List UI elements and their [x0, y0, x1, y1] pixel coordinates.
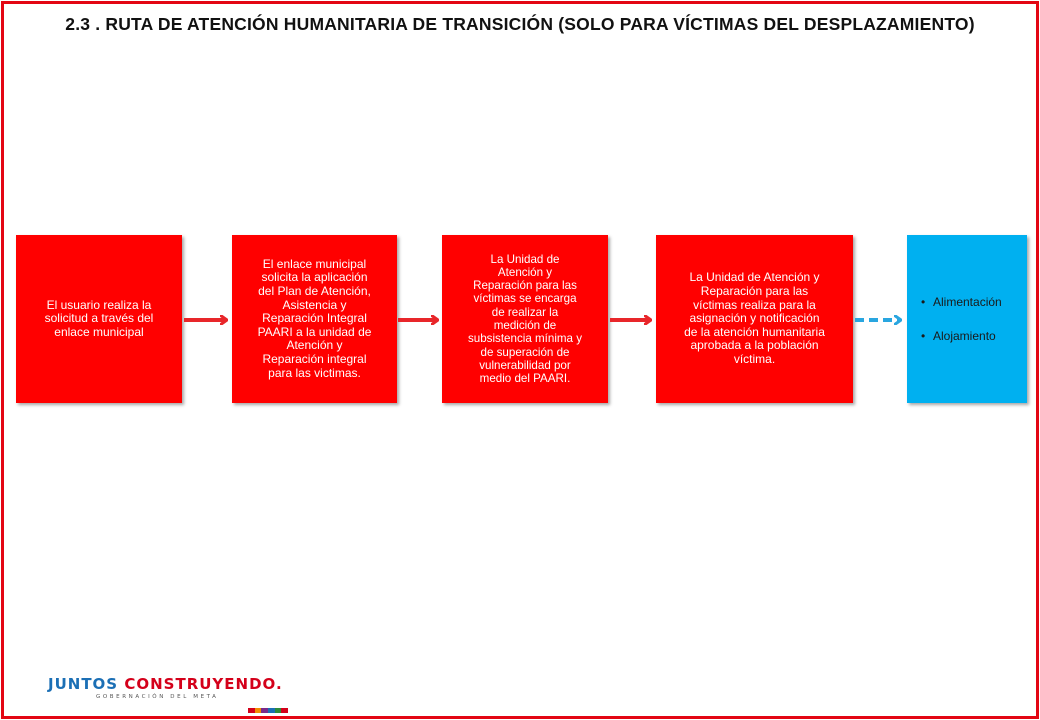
step-1-line: enlace municipal — [54, 324, 144, 339]
step-4-line: aprobada a la población — [690, 338, 819, 353]
step-4-line: Reparación para las — [700, 284, 809, 299]
logo-color-bar — [248, 708, 288, 713]
step-4-line: La Unidad de Atención y — [689, 270, 820, 285]
step-3-line: Atención y — [497, 265, 553, 279]
result-item — [921, 295, 1027, 309]
logo — [48, 675, 283, 706]
result-box — [907, 235, 1027, 403]
result-item — [921, 329, 1027, 343]
bullet-icon: • — [921, 295, 926, 309]
step-3-line: de superación de — [480, 345, 570, 359]
step-1-line: solicitud a través del — [44, 311, 154, 326]
step-2-line: Reparación integral — [262, 351, 367, 366]
step-2-line: PAARI a la unidad de — [257, 324, 372, 339]
step-1-line: El usuario realiza la — [46, 297, 152, 312]
step-2-line: solicita la aplicación — [261, 270, 368, 285]
logo-word-1: JUNTOS — [48, 675, 119, 693]
step-2-line: Atención y — [286, 338, 343, 353]
logo-word-2: CONSTRUYENDO. — [124, 675, 283, 693]
step-3-line: medio del PAARI. — [479, 372, 571, 386]
step-3-line: medición de — [493, 319, 557, 332]
step-1-box — [16, 235, 182, 403]
step-3-line: Reparación para las — [473, 279, 577, 293]
step-2-line: Asistencia y — [282, 297, 347, 312]
logo-wordmark — [48, 675, 283, 693]
result-item-label: Alimentación — [933, 295, 1002, 309]
step-2-line: del Plan de Atención, — [258, 284, 371, 299]
step-4-box — [656, 235, 853, 403]
step-3-box — [442, 235, 608, 403]
page-title: 2.3 . RUTA DE ATENCIÓN HUMANITARIA DE TRANSICIÓN (SOLO PARA VÍCTIMAS DEL DESPLAZAMIENTO) — [65, 14, 975, 34]
step-4-line: víctimas realiza para la — [693, 297, 816, 312]
step-3-line: víctimas se encarga — [473, 292, 577, 306]
step-3-line: vulnerabilidad por — [479, 358, 571, 372]
step-2-box — [232, 235, 397, 403]
step-2-line: para las victimas. — [268, 365, 361, 380]
step-3-line: La Unidad de — [490, 252, 560, 266]
step-3-line: de realizar la — [491, 305, 559, 319]
result-item-label: Alojamiento — [933, 329, 996, 343]
step-2-line: Reparación Integral — [262, 311, 367, 326]
logo-subtitle: GOBERNACIÓN DEL META — [96, 694, 219, 700]
step-4-line: asignación y notificación — [689, 311, 820, 326]
bullet-icon: • — [921, 329, 926, 343]
step-3-line: subsistencia mínima y — [467, 332, 583, 346]
step-4-line: víctima. — [733, 351, 776, 366]
step-4-line: de la atención humanitaria — [684, 324, 825, 339]
step-2-line: El enlace municipal — [262, 256, 367, 271]
